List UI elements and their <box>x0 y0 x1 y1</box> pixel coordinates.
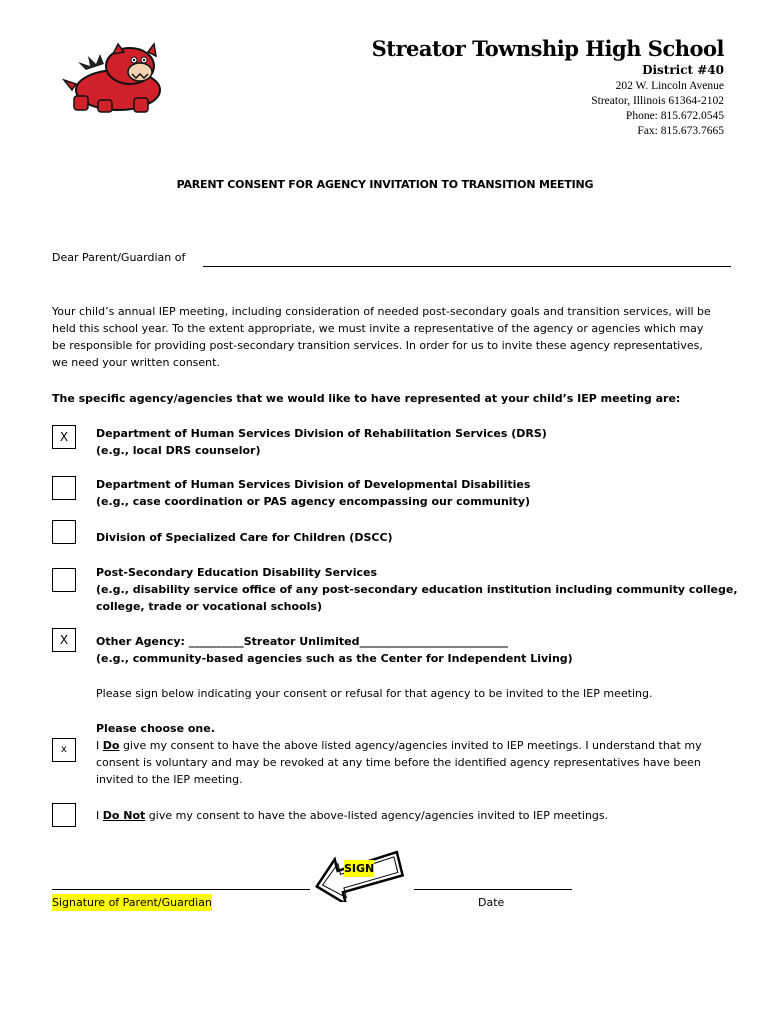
consent-rest: give my consent to have the above listed agency/agencies invited to IEP meetings. I understand that my <box>119 739 702 752</box>
bulldog-logo <box>58 40 168 115</box>
refusal-rest: give my consent to have the above-listed agency/agencies invited to IEP meetings. <box>145 809 609 822</box>
date-field[interactable] <box>414 889 572 890</box>
agency-item <box>96 633 573 667</box>
intro-line: held this school year. To the extent appropriate, we must invite a representative of the agency or agencies which may <box>52 322 704 335</box>
consent-keyword: Do <box>102 739 120 752</box>
school-name: Streator Township High School <box>371 36 724 61</box>
consent-statement <box>96 737 728 788</box>
agency-item <box>96 425 547 459</box>
intro-line: we need your written consent. <box>52 356 220 369</box>
intro-line: be responsible for providing post-secondary transition services. In order for us to invite these agency representatives, <box>52 339 703 352</box>
signature-label: Signature of Parent/Guardian <box>52 896 212 909</box>
agency-example: college, trade or vocational schools) <box>96 600 322 613</box>
agencies-heading: The specific agency/agencies that we would like to have represented at your child’s IEP meeting are: <box>52 392 681 405</box>
salutation-label: Dear Parent/Guardian of <box>52 251 186 264</box>
consent-line: invited to the IEP meeting. <box>96 773 243 786</box>
fax-number: Fax: 815.673.7665 <box>637 125 724 137</box>
agency-name: Department of Human Services Division of Rehabilitation Services (DRS) <box>96 427 547 440</box>
refusal-statement <box>96 807 608 824</box>
consent-line <box>96 737 728 754</box>
agency-example: (e.g., community-based agencies such as the Center for Independent Living) <box>96 652 573 665</box>
address-line-1: 202 W. Lincoln Avenue <box>615 80 724 92</box>
intro-paragraph <box>52 303 732 371</box>
district-number: District #40 <box>642 63 724 77</box>
consent-prefix: I <box>96 739 103 752</box>
sign-instruction: Please sign below indicating your consent or refusal for that agency to be invited to the IEP meeting. <box>96 687 653 700</box>
sign-arrow-label: SIGN <box>344 862 375 875</box>
date-label: Date <box>478 896 505 909</box>
other-agency-field[interactable]: Other Agency: __________Streator Unlimited___________________________ <box>96 635 508 648</box>
refusal-checkbox[interactable] <box>52 803 76 827</box>
agency-name: Post-Secondary Education Disability Services <box>96 566 378 579</box>
agency-example: (e.g., case coordination or PAS agency encompassing our community) <box>96 495 531 508</box>
agency-other-checkbox[interactable]: X <box>52 628 76 652</box>
agency-postsecondary-checkbox[interactable] <box>52 568 76 592</box>
signature-field[interactable] <box>52 889 310 890</box>
consent-checkbox[interactable]: x <box>52 738 76 762</box>
agency-drs-checkbox[interactable]: X <box>52 425 76 449</box>
intro-line: Your child’s annual IEP meeting, including consideration of needed post-secondary goals and transition services, will be <box>52 305 711 318</box>
refusal-keyword: Do Not <box>102 809 146 822</box>
refusal-prefix: I <box>96 809 103 822</box>
consent-line: consent is voluntary and may be revoked at any time before the identified agency representatives have been <box>96 756 701 769</box>
address-line-2: Streator, Illinois 61364-2102 <box>591 95 724 107</box>
phone-number: Phone: 815.672.0545 <box>625 110 724 122</box>
agency-dd-checkbox[interactable] <box>52 476 76 500</box>
agency-item <box>96 476 530 510</box>
agency-name: Division of Specialized Care for Children (DSCC) <box>96 531 393 544</box>
form-title: PARENT CONSENT FOR AGENCY INVITATION TO TRANSITION MEETING <box>176 178 594 191</box>
agency-item <box>96 564 738 615</box>
agency-dscc-checkbox[interactable] <box>52 520 76 544</box>
agency-example: (e.g., local DRS counselor) <box>96 444 261 457</box>
student-name-field[interactable] <box>203 266 731 267</box>
agency-example: (e.g., disability service office of any post-secondary education institution including community college, <box>96 583 738 596</box>
choose-one-label: Please choose one. <box>96 722 215 735</box>
agency-name: Department of Human Services Division of Developmental Disabilities <box>96 478 531 491</box>
